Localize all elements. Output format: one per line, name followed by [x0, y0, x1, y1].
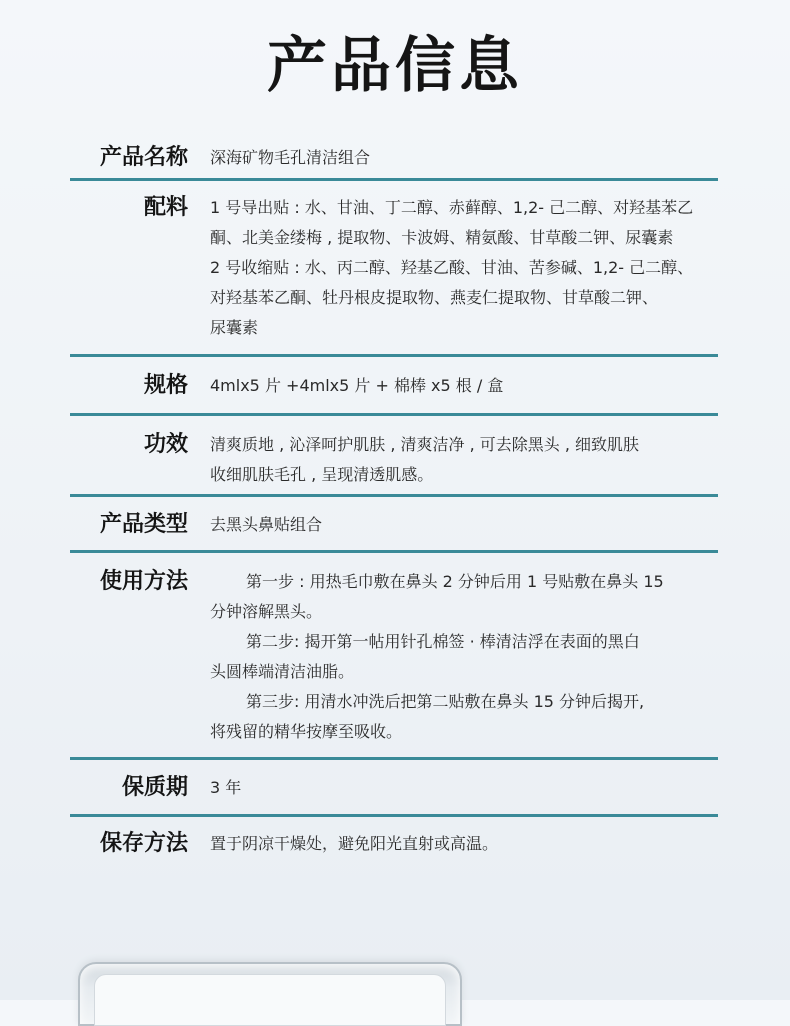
row-label: 产品类型: [99, 512, 188, 537]
value-line: 第三步: 用清水冲洗后把第二贴敷在鼻头 15 分钟后揭开,: [246, 692, 645, 711]
value-line: 2 号收缩贴 : 水、丙二醇、羟基乙酸、甘油、苦参碱、1,2- 己二醇、: [210, 258, 694, 277]
row-efficacy: [70, 416, 718, 497]
row-product-name: [70, 130, 718, 181]
value-line: 头圆棒端清洁油脂。: [210, 662, 355, 681]
row-value: [210, 829, 718, 859]
row-label: 使用方法: [99, 569, 188, 594]
row-value: [210, 144, 718, 172]
product-package-image: [78, 962, 462, 1026]
product-info-table: [70, 130, 718, 867]
value-line: 3 年: [210, 778, 242, 797]
row-usage: [70, 553, 718, 760]
row-specification: [70, 357, 718, 416]
row-value: [210, 371, 718, 401]
row-storage: [70, 817, 718, 867]
page-title: 产品信息: [267, 31, 523, 101]
value-line: 对羟基苯乙酮、牡丹根皮提取物、燕麦仁提取物、甘草酸二钾、: [210, 288, 659, 307]
value-line: 深海矿物毛孔清洁组合: [210, 148, 371, 167]
product-package-tray: [94, 974, 446, 1026]
value-line: 置于阴凉干燥处，避免阳光直射或高温。: [210, 834, 499, 853]
value-line: 分钟溶解黑头。: [210, 602, 323, 621]
row-label: 保存方法: [99, 831, 188, 856]
value-line: 将残留的精华按摩至吸收。: [210, 722, 403, 741]
row-label: 功效: [143, 432, 188, 457]
row-value: [210, 430, 718, 490]
value-line: 第一步 : 用热毛巾敷在鼻头 2 分钟后用 1 号贴敷在鼻头 15: [246, 572, 664, 591]
row-value: [210, 772, 718, 804]
value-line: 第二步: 揭开第一帖用针孔棉签 · 棒清洁浮在表面的黑白: [246, 632, 640, 651]
row-ingredients: [70, 181, 718, 357]
value-line: 酮、北美金缕梅 , 提取物、卡波姆、精氨酸、甘草酸二钾、尿囊素: [210, 228, 674, 247]
row-label: 保质期: [121, 775, 188, 800]
row-value: [210, 567, 718, 747]
value-line: 去黑头鼻贴组合: [210, 515, 323, 534]
value-line: 4mlx5 片 +4mlx5 片 + 棉棒 x5 根 / 盒: [210, 376, 504, 395]
row-label: 规格: [143, 373, 188, 398]
value-line: 1 号导出贴 : 水、甘油、丁二醇、赤藓醇、1,2- 己二醇、对羟基苯乙: [210, 198, 694, 217]
row-product-type: [70, 497, 718, 553]
row-label: 产品名称: [99, 145, 188, 170]
value-line: 收细肌肤毛孔 , 呈现清透肌感。: [210, 465, 434, 484]
row-value: [210, 193, 718, 343]
row-shelf-life: [70, 760, 718, 817]
value-line: 清爽质地 , 沁泽呵护肌肤 , 清爽洁净 , 可去除黑头 , 细致肌肤: [210, 435, 640, 454]
value-line: 尿囊素: [210, 318, 259, 337]
row-value: [210, 511, 718, 539]
row-label: 配料: [143, 195, 188, 220]
